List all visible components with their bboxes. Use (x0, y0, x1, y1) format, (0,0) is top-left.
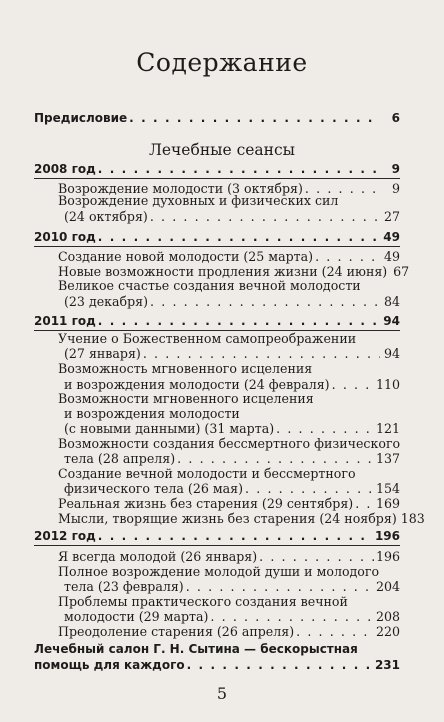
toc-year-2008[interactable] (34, 162, 400, 177)
toc-page-number: 196 (375, 549, 400, 564)
dot-leader (276, 421, 374, 436)
dot-leader (245, 481, 374, 496)
toc-entry-text: Создание новой молодости (25 марта) (58, 249, 314, 264)
divider-rule (34, 178, 400, 179)
dot-leader (177, 451, 374, 466)
toc-year-label: 2011 год (34, 314, 96, 328)
dot-leader (98, 230, 380, 245)
toc-entry-line: Великое счастье создания вечной молодости (58, 278, 361, 293)
toc-year-label: 2008 год (34, 162, 96, 176)
toc-page-number: 27 (383, 209, 400, 224)
toc-entry-text: Мысли, творящие жизнь без старения (24 ноября) (58, 511, 397, 526)
toc-year-2010[interactable] (34, 230, 400, 245)
page-number-folio: 5 (216, 684, 228, 703)
toc-entry-line: Проблемы практического создания вечной (58, 594, 348, 609)
toc-entry-line: Возможности мгновенного исцеления (58, 391, 314, 406)
divider-rule (34, 246, 400, 247)
toc-entry[interactable] (58, 496, 400, 511)
toc-entry-text: (27 января) (64, 346, 141, 361)
dot-leader (98, 162, 380, 177)
toc-entry-text: (с новыми данными) (31 марта) (64, 421, 275, 436)
toc-page-number: 49 (383, 230, 400, 244)
toc-entry-line: Возможность мгновенного исцеления (58, 361, 313, 376)
toc-entry[interactable] (64, 609, 400, 624)
toc-entry-text: молодости (29 марта) (64, 609, 209, 624)
toc-entry-text: Преодоление старения (26 апреля) (58, 624, 295, 639)
toc-entry-line: Возрождение духовных и физических сил (58, 193, 339, 208)
toc-entry-text: Я всегда молодой (26 января) (58, 549, 258, 564)
toc-entry[interactable] (64, 209, 400, 224)
toc-year-2012[interactable] (34, 529, 400, 544)
toc-page-number: 84 (383, 294, 400, 309)
toc-entry-text: Новые возможности продления жизни (24 июня) (58, 264, 388, 279)
toc-year-2011[interactable] (34, 314, 400, 329)
toc-year-label: 2010 год (34, 230, 96, 244)
toc-entry-line: Лечебный салон Г. Н. Сытина — бескорыстная (34, 642, 358, 656)
toc-page-number: 6 (391, 111, 400, 125)
toc-page-number: 9 (391, 181, 400, 196)
toc-page-number: 204 (375, 579, 400, 594)
toc-entry-salon[interactable] (34, 658, 400, 673)
toc-entry-line: Полное возрождение молодой души и молодого (58, 564, 380, 579)
dot-leader (98, 529, 373, 544)
dot-leader (150, 294, 380, 309)
toc-page-number: 220 (375, 624, 400, 639)
toc-entry-text: (23 декабря) (64, 294, 149, 309)
toc-page-number: 94 (383, 314, 400, 328)
toc-year-label: 2012 год (34, 529, 96, 543)
toc-entry-text: и возрождения молодости (24 февраля) (64, 377, 330, 392)
dot-leader (296, 624, 374, 639)
toc-entry-text: физического тела (26 мая) (64, 481, 244, 496)
toc-entry[interactable] (64, 451, 400, 466)
toc-entry[interactable] (58, 549, 400, 564)
toc-entry[interactable] (58, 264, 410, 279)
toc-entry-line: Возможности создания бессмертного физического (58, 436, 401, 451)
divider-rule (34, 545, 400, 546)
toc-entry-text: Возрождение молодости (3 октября) (58, 181, 303, 196)
dot-leader (332, 377, 374, 392)
dot-leader (187, 658, 373, 673)
toc-page-number: 154 (375, 481, 400, 496)
toc-entry-text: тела (28 апреля) (64, 451, 176, 466)
toc-page-number: 208 (375, 609, 400, 624)
toc-page-number: 196 (374, 529, 400, 543)
toc-entry-preface[interactable] (34, 111, 400, 126)
toc-entry[interactable] (64, 481, 400, 496)
toc-page-number: 49 (383, 249, 400, 264)
toc-entry[interactable] (64, 346, 400, 361)
toc-page-number: 121 (375, 421, 400, 436)
dot-leader (150, 209, 380, 224)
toc-entry[interactable] (64, 377, 400, 392)
toc-entry-label: Предисловие (34, 111, 128, 125)
toc-entry-line: Создание вечной молодости и бессмертного (58, 466, 356, 481)
toc-entry[interactable] (64, 579, 400, 594)
page-title: Содержание (136, 48, 308, 77)
dot-leader (259, 549, 374, 564)
toc-page-number: 231 (374, 658, 400, 672)
dot-leader (143, 346, 380, 361)
toc-entry-label: помощь для каждого (34, 658, 185, 672)
section-title: Лечебные сеансы (148, 141, 296, 159)
dot-leader (210, 609, 374, 624)
dot-leader (186, 579, 374, 594)
toc-page-number: 137 (375, 451, 400, 466)
dot-leader (98, 314, 380, 329)
toc-page-number: 183 (400, 511, 425, 526)
dot-leader (355, 496, 374, 511)
toc-entry-text: тела (23 февраля) (64, 579, 184, 594)
toc-entry[interactable] (58, 511, 425, 526)
toc-page-number: 9 (391, 162, 400, 176)
toc-entry-text: Реальная жизнь без старения (29 сентября) (58, 496, 354, 511)
dot-leader (129, 111, 380, 126)
toc-entry[interactable] (58, 249, 400, 264)
toc-entry-line: и возрождения молодости (64, 406, 240, 421)
toc-page-number: 94 (383, 346, 400, 361)
toc-entry[interactable] (64, 421, 400, 436)
toc-entry-line: Учение о Божественном самопреображении (58, 331, 357, 346)
toc-entry-text: (24 октября) (64, 209, 148, 224)
toc-page-number: 67 (393, 264, 410, 279)
toc-page-number: 169 (375, 496, 400, 511)
toc-page-number: 110 (375, 377, 400, 392)
toc-entry[interactable] (58, 624, 400, 639)
dot-leader (315, 249, 380, 264)
toc-entry[interactable] (64, 294, 400, 309)
